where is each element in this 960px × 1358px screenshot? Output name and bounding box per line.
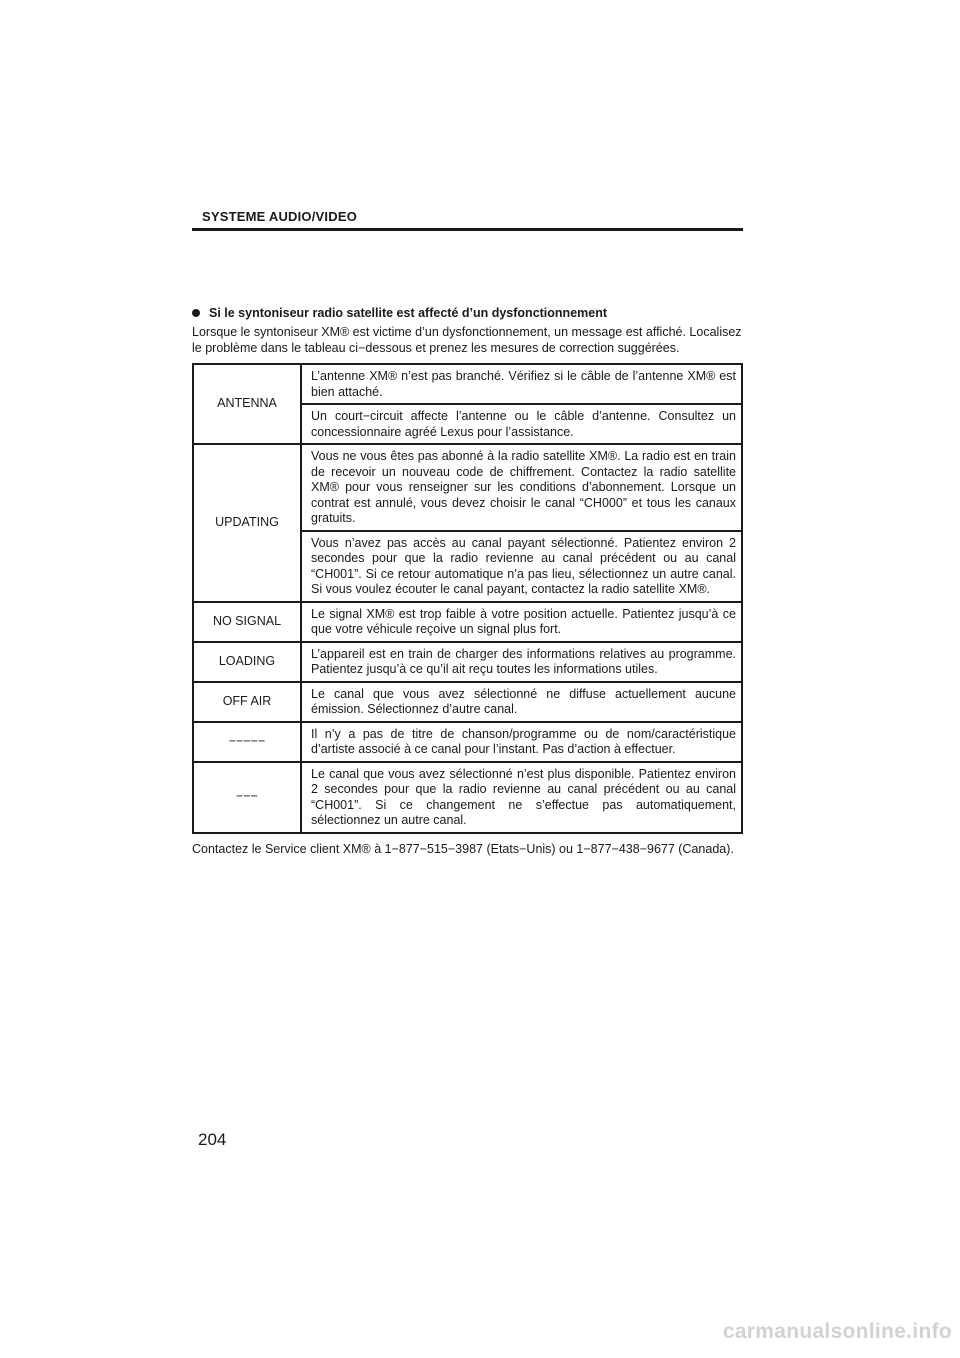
table-row bbox=[193, 722, 742, 762]
table-row bbox=[193, 444, 742, 531]
bullet-icon bbox=[192, 309, 200, 317]
message-description: Il n’y a pas de titre de chanson/programme ou de nom/caractéristique d’artiste associé à ce canal pour l’instant. Pas d’action à effectuer. bbox=[301, 722, 742, 762]
table-row bbox=[193, 682, 742, 722]
message-code: OFF AIR bbox=[193, 682, 301, 722]
message-table bbox=[192, 363, 743, 834]
message-code: −−−−− bbox=[193, 722, 301, 762]
table-row bbox=[193, 642, 742, 682]
table-row bbox=[193, 762, 742, 833]
message-description: Vous ne vous êtes pas abonné à la radio satellite XM®. La radio est en train de recevoir un nouveau code de chiffrement. Contactez la radio satellite XM® pour vous renseigner sur les conditions d’abonnement. Lorsque un contrat est annulé, vous devez choisir le canal “CH000” et tous les canaux gratuits. bbox=[301, 444, 742, 531]
page-number: 204 bbox=[198, 1130, 227, 1149]
section-header-title: SYSTEME AUDIO/VIDEO bbox=[202, 209, 358, 224]
section-heading bbox=[192, 305, 743, 321]
header-divider bbox=[192, 228, 743, 231]
message-code: LOADING bbox=[193, 642, 301, 682]
section-heading-text: Si le syntoniseur radio satellite est affecté d’un dysfonctionnement bbox=[209, 306, 608, 320]
table-row bbox=[193, 364, 742, 404]
message-description: Le canal que vous avez sélectionné n’est plus disponible. Patientez environ 2 secondes pour que la radio revienne au canal précédent ou au canal “CH001”. Si ce changement ne s’effectue pas automatiquement, sélectionnez un autre canal. bbox=[301, 762, 742, 833]
message-description: Un court−circuit affecte l’antenne ou le câble d’antenne. Consultez un concessionnaire agréé Lexus pour l’assistance. bbox=[301, 404, 742, 444]
message-description: Le canal que vous avez sélectionné ne diffuse actuellement aucune émission. Sélectionnez d’autre canal. bbox=[301, 682, 742, 722]
message-code: NO SIGNAL bbox=[193, 602, 301, 642]
contact-note: Contactez le Service client XM® à 1−877−515−3987 (Etats−Unis) ou 1−877−438−9677 (Canada). bbox=[192, 841, 734, 856]
main-content bbox=[192, 305, 743, 857]
message-description: Le signal XM® est trop faible à votre position actuelle. Patientez jusqu’à ce que votre véhicule reçoive un signal plus fort. bbox=[301, 602, 742, 642]
table-row bbox=[193, 602, 742, 642]
message-code: ANTENNA bbox=[193, 364, 301, 444]
message-description: Vous n’avez pas accès au canal payant sélectionné. Patientez environ 2 secondes pour que la radio revienne au canal précédent ou au canal “CH001”. Si ce retour automatique n’a pas lieu, sélectionnez un autre canal. Si vous voulez écouter le canal payant, contactez la radio satellite XM®. bbox=[301, 531, 742, 602]
message-code: UPDATING bbox=[193, 444, 301, 602]
watermark: carmanualsonline.info bbox=[722, 1320, 952, 1343]
message-description: L’appareil est en train de charger des informations relatives au programme. Patientez jusqu’à ce qu’il ait reçu toutes les informations utiles. bbox=[301, 642, 742, 682]
message-code: −−− bbox=[193, 762, 301, 833]
intro-paragraph: Lorsque le syntoniseur XM® est victime d’un dysfonctionnement, un message est affiché. Localisez le problème dans le tableau ci−dessous et prenez les mesures de correction suggérées. bbox=[192, 325, 742, 355]
message-description: L’antenne XM® n’est pas branché. Vérifiez si le câble de l’antenne XM® est bien attaché. bbox=[301, 364, 742, 404]
